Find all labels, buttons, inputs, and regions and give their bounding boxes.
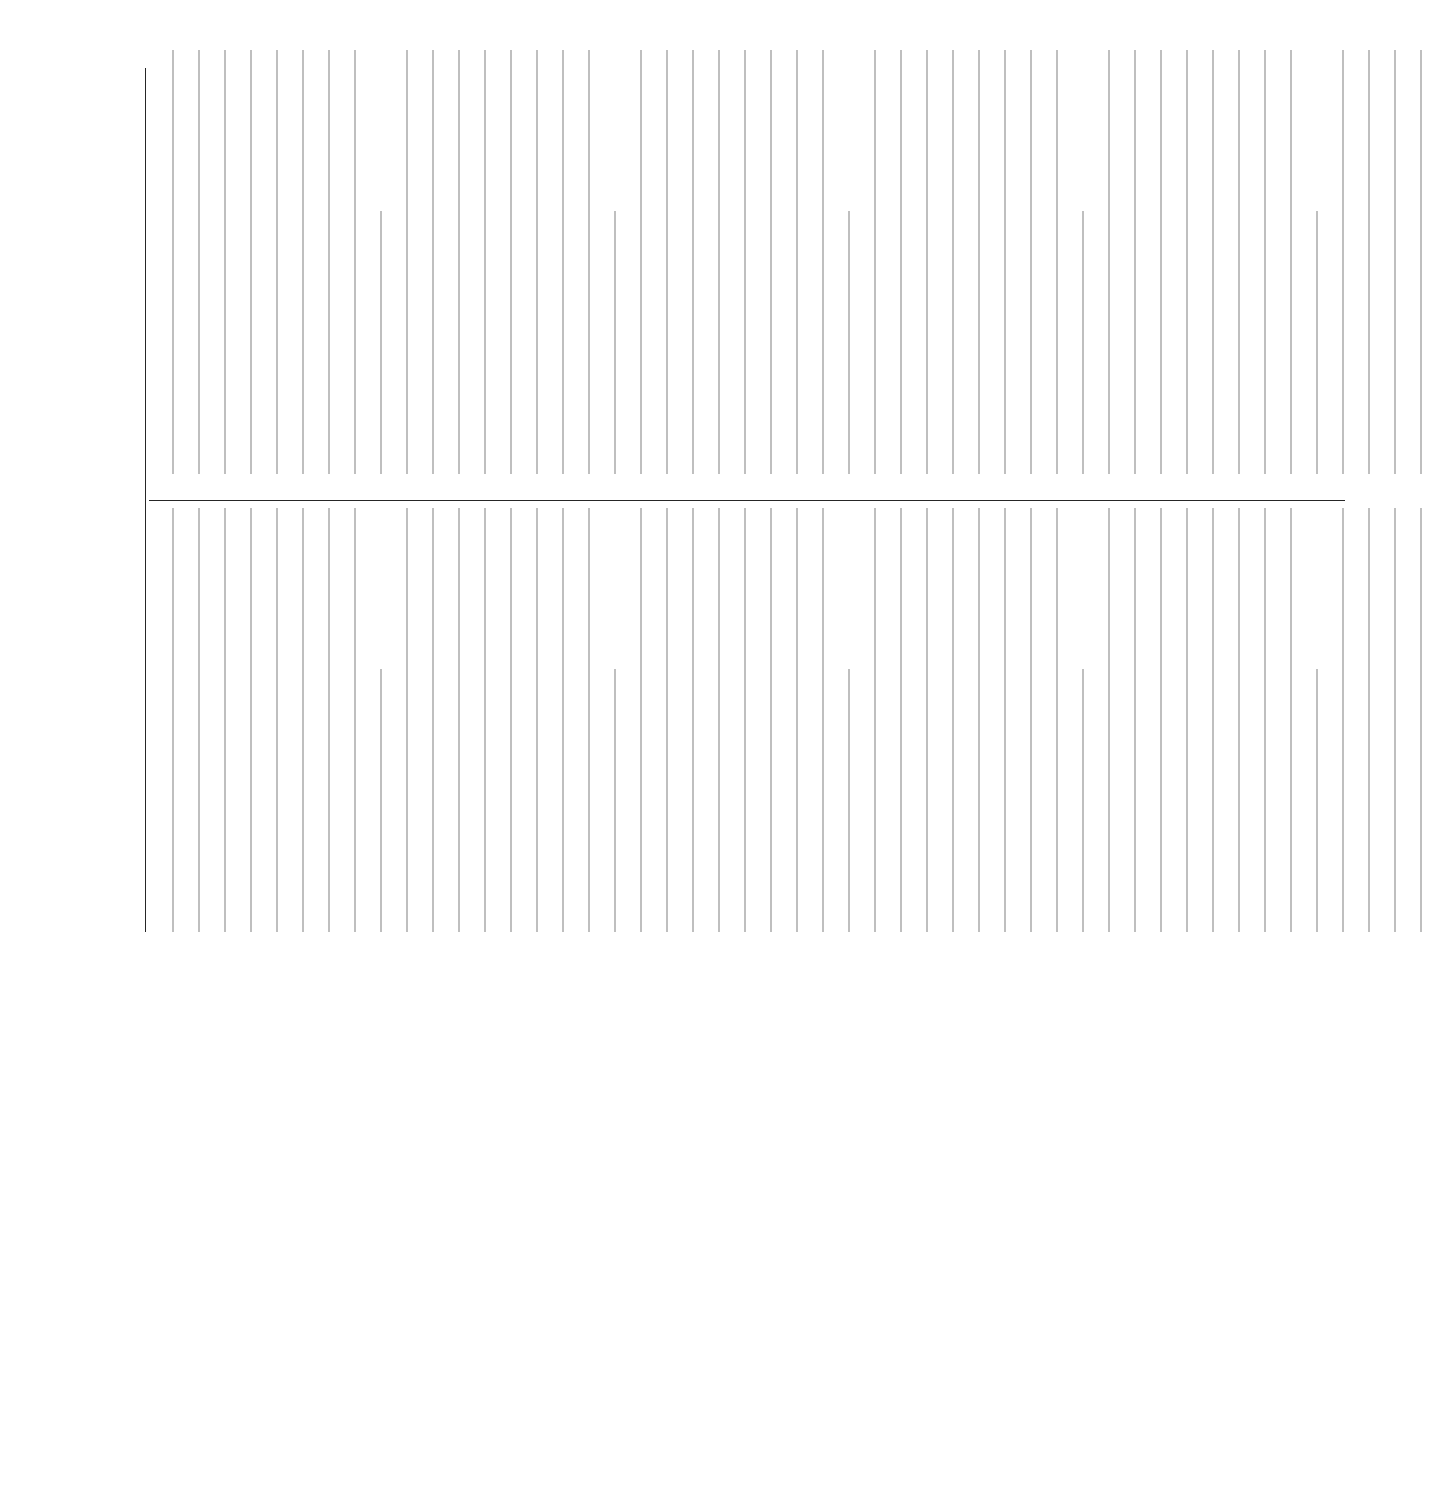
text-line xyxy=(855,508,876,932)
column-right xyxy=(153,50,1427,474)
text-line xyxy=(803,508,824,932)
text-line xyxy=(361,211,382,474)
text-line xyxy=(1167,50,1188,474)
text-line xyxy=(1271,508,1292,932)
text-line xyxy=(647,50,668,474)
text-line xyxy=(1349,508,1370,932)
text-line xyxy=(231,508,252,932)
text-line xyxy=(153,50,174,474)
text-line xyxy=(1167,508,1188,932)
text-line xyxy=(647,508,668,932)
text-line xyxy=(907,508,928,932)
text-line xyxy=(621,508,642,932)
text-line xyxy=(517,508,538,932)
text-line xyxy=(1141,508,1162,932)
text-line xyxy=(1219,50,1240,474)
text-line xyxy=(231,50,252,474)
text-line xyxy=(1375,508,1396,932)
text-line xyxy=(933,508,954,932)
text-line xyxy=(1063,669,1084,932)
column-divider xyxy=(149,500,1345,501)
text-line xyxy=(309,50,330,474)
text-line xyxy=(465,508,486,932)
text-line xyxy=(725,50,746,474)
text-line xyxy=(491,508,512,932)
text-line xyxy=(309,508,330,932)
text-line xyxy=(855,50,876,474)
text-line xyxy=(751,50,772,474)
text-line xyxy=(777,50,798,474)
text-line xyxy=(1245,50,1266,474)
text-line xyxy=(1089,50,1110,474)
text-line xyxy=(673,508,694,932)
text-line xyxy=(283,508,304,932)
text-line xyxy=(699,50,720,474)
digitisation-credit xyxy=(1415,500,1434,1500)
text-line xyxy=(725,508,746,932)
text-line xyxy=(985,508,1006,932)
column-left xyxy=(153,508,1427,932)
text-line xyxy=(439,50,460,474)
text-line xyxy=(907,50,928,474)
text-line xyxy=(1401,50,1422,474)
text-line xyxy=(335,508,356,932)
text-line xyxy=(1141,50,1162,474)
text-line xyxy=(543,508,564,932)
text-line xyxy=(595,669,616,932)
text-line xyxy=(179,50,200,474)
text-line xyxy=(1349,50,1370,474)
text-line xyxy=(777,508,798,932)
text-line xyxy=(1297,669,1318,932)
text-line xyxy=(1193,508,1214,932)
text-line xyxy=(517,50,538,474)
text-line xyxy=(387,508,408,932)
text-line xyxy=(621,50,642,474)
text-line xyxy=(569,508,590,932)
text-line xyxy=(959,508,980,932)
text-line xyxy=(1323,50,1344,474)
text-line xyxy=(439,508,460,932)
text-line xyxy=(465,50,486,474)
text-line xyxy=(491,50,512,474)
text-line xyxy=(543,50,564,474)
text-line xyxy=(153,508,174,932)
text-line xyxy=(257,50,278,474)
text-line xyxy=(751,508,772,932)
text-line xyxy=(413,50,434,474)
text-line xyxy=(1297,211,1318,474)
text-line xyxy=(829,669,850,932)
text-line xyxy=(985,50,1006,474)
text-line xyxy=(1115,508,1136,932)
text-line xyxy=(569,50,590,474)
text-line xyxy=(413,508,434,932)
text-line xyxy=(881,508,902,932)
text-line xyxy=(179,508,200,932)
text-line xyxy=(1219,508,1240,932)
text-line xyxy=(387,50,408,474)
text-line xyxy=(1037,508,1058,932)
text-line xyxy=(1115,50,1136,474)
text-line xyxy=(933,50,954,474)
text-line xyxy=(1037,50,1058,474)
text-line xyxy=(361,669,382,932)
text-line xyxy=(335,50,356,474)
text-line xyxy=(1011,508,1032,932)
text-line xyxy=(1375,50,1396,474)
text-line xyxy=(257,508,278,932)
text-line xyxy=(205,50,226,474)
text-line xyxy=(1271,50,1292,474)
text-line xyxy=(803,50,824,474)
text-line xyxy=(1089,508,1110,932)
text-line xyxy=(1245,508,1266,932)
page-sheet xyxy=(67,20,1367,980)
text-line xyxy=(205,508,226,932)
text-line xyxy=(595,211,616,474)
text-line xyxy=(1011,50,1032,474)
text-line xyxy=(1063,211,1084,474)
text-line xyxy=(829,211,850,474)
text-line xyxy=(673,50,694,474)
text-line xyxy=(699,508,720,932)
text-line xyxy=(1193,50,1214,474)
text-line xyxy=(881,50,902,474)
text-line xyxy=(959,50,980,474)
text-line xyxy=(283,50,304,474)
header-rule xyxy=(145,68,146,932)
text-line xyxy=(1323,508,1344,932)
